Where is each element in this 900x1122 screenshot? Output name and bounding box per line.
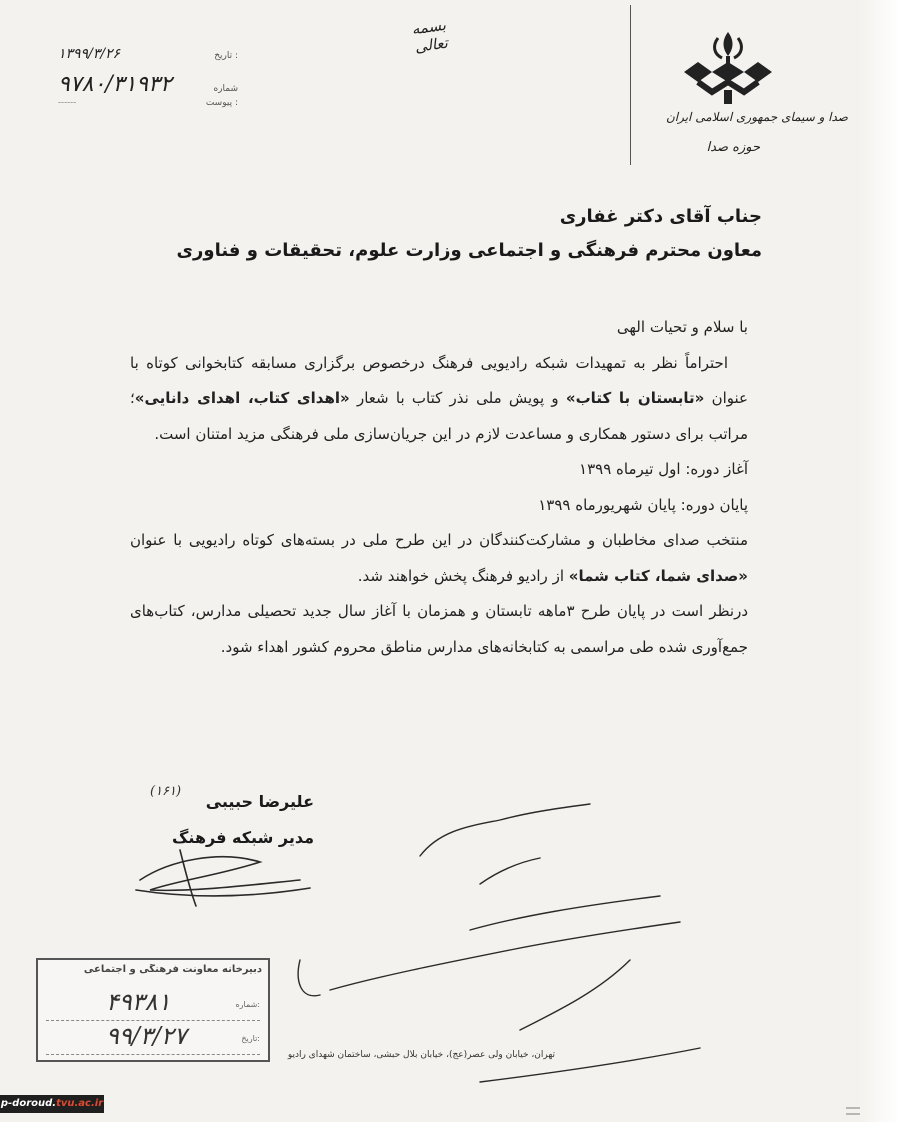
signer-title: مدیر شبکه فرهنگ — [172, 828, 314, 847]
organization-name: صدا و سیمای جمهوری اسلامی ایران — [665, 110, 848, 124]
paragraph-2-part-a: منتخب صدای مخاطبان و مشارکت‌کنندگان در این طرح ملی در بسته‌های کوتاه رادیویی با عنوان — [130, 531, 748, 549]
paragraph-2-part-c: از رادیو فرهنگ پخش خواهند شد. — [357, 566, 569, 585]
paragraph-1-part-e: ؛ مراتب برای دستور همکاری و مساعدت لازم در این جریان‌سازی ملی فرهنگی مزید امتنان است. — [130, 389, 748, 443]
date-label: : تاریخ — [214, 51, 238, 61]
signer-name: علیرضا حبیبی — [205, 792, 314, 811]
addressee-name: جناب آقای دکتر غفاری — [559, 206, 762, 227]
date-value: ۱۳۹۹/۳/۲۶ — [58, 46, 121, 62]
handwritten-signature-strokes — [136, 850, 310, 906]
paragraph-1-part-c: و پویش ملی نذر کتاب با شعار — [349, 389, 566, 407]
basmala: بسمه تعالی — [410, 15, 449, 57]
website-badge[interactable] — [0, 1095, 104, 1113]
scan-corner-marks — [846, 1108, 860, 1114]
stamp-title: دبیرخانه معاونت فرهنگی و اجتماعی — [83, 964, 262, 975]
greeting: با سلام و تحیات الهی — [616, 318, 748, 336]
campaign-title-summer: «تابستان با کتاب» — [565, 389, 705, 407]
handwritten-marginal-note-strokes — [298, 804, 700, 1082]
addressee-title: معاون محترم فرهنگی و اجتماعی وزارت علوم، تحقیقات و فناوری — [176, 240, 762, 261]
stamp-date-row — [46, 1024, 260, 1055]
paragraph-3: درنظر است در پایان طرح ۳ماهه تابستان و همزمان با آغاز سال جدید تحصیلی مدارس، کتاب‌های جمع‌آوری شده طی مراسمی به کتابخانه‌های مدارس مناطق محروم کشور اهداء شود. — [130, 602, 749, 656]
stamp-date-value: ۹۹/۳/۲۷ — [106, 1022, 187, 1050]
period-end: پایان دوره: پایان شهریورماه ۱۳۹۹ — [538, 495, 748, 514]
number-label: شماره — [213, 84, 238, 94]
program-title: «صدای شما، کتاب شما» — [568, 566, 748, 585]
footer-address: تهران، خیابان ولی عصر(عج)، خیابان بلال حبشی، ساختمان شهدای رادیو — [287, 1050, 555, 1060]
campaign-slogan: «اهدای کتاب، اهدای دانایی» — [134, 389, 350, 407]
signature-note: (۱۶۱) — [150, 784, 182, 799]
website-badge-accent: tvu.ac.ir — [56, 1098, 104, 1109]
stamp-date-label: تاریخ: — [241, 1034, 260, 1043]
stamp-number-value: ۴۹۳۸۱ — [106, 988, 171, 1016]
attachment-label: : پیوست — [205, 98, 238, 108]
organization-unit: حوزه صدا — [706, 140, 760, 155]
registration-stamp — [36, 958, 270, 1062]
stamp-number-row — [46, 990, 260, 1021]
attachment-value: ------ — [58, 98, 77, 108]
paragraph-1-part-a: احتراماً نظر به تمهیدات شبکه رادیویی فرهنگ درخصوص برگزاری مسابقه کتابخوانی کوتاه با عنوان — [130, 353, 748, 407]
period-start: آغاز دوره: اول تیرماه ۱۳۹۹ — [579, 460, 748, 478]
number-value: ۹۷۸۰/۳۱۹۳۲ — [58, 72, 172, 97]
stamp-number-label: شماره: — [235, 1000, 260, 1009]
website-badge-main: p-doroud. — [0, 1098, 57, 1109]
